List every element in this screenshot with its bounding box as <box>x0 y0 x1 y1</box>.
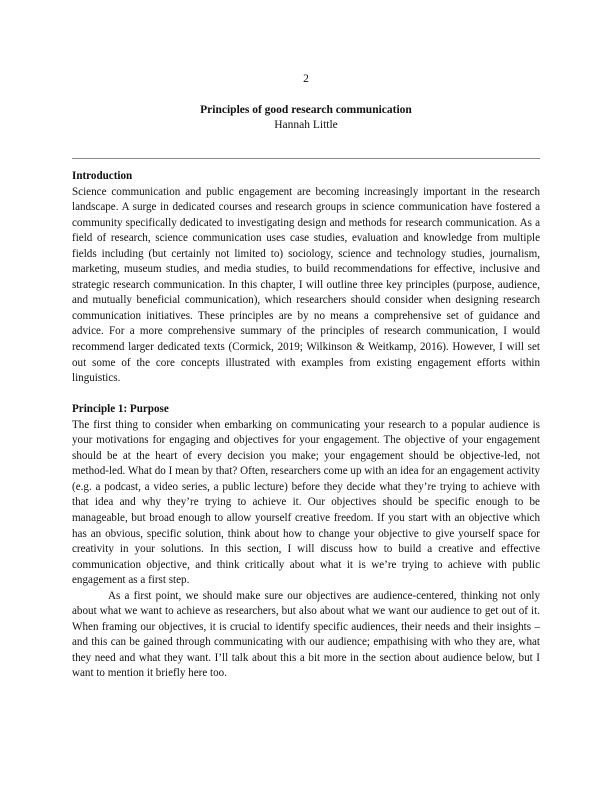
chapter-title: Principles of good research communication <box>200 104 412 116</box>
section-spacer <box>72 387 540 403</box>
title-divider <box>72 158 540 159</box>
section-introduction <box>72 169 540 387</box>
chapter-author: Hannah Little <box>274 119 338 131</box>
body-text <box>72 169 540 682</box>
paragraph: As a first point, we should make sure our objectives are audience-centered, thinking not only about what we want to achieve as researchers, but also about what we want our audience to get out of it. When framing our objectives, it is crucial to identify specific audiences, their needs and their insights – and this can be gained through communicating with our audience; empathising with who they are, what they need and what they want. I’ll talk about this a bit more in the section about audience below, but I want to mention it briefly here too. <box>72 589 540 680</box>
section-principle-1 <box>72 402 540 682</box>
section-heading: Introduction <box>72 170 133 182</box>
paragraph: Science communication and public engagement are becoming increasingly important in the research landscape. A surge in dedicated courses and research groups in science communication have fostered a community specifically dedicated to investigating design and methods for research communication. As a field of research, science communication uses case studies, evaluation and knowledge from multiple fields including (but certainly not limited to) sociology, science and technology studies, journalism, marketing, museum studies, and media studies, to build recommendations for effective, inclusive and strategic research communication. In this chapter, I will outline three key principles (purpose, audience, and mutually beneficial communication), which researchers should consider when designing research communication initiatives. These principles are by no means a comprehensive set of guidance and advice. For a more comprehensive summary of the principles of research communication, I would recommend larger dedicated texts (Cormick, 2019; Wilkinson & Weitkamp, 2016). However, I will set out some of the core concepts illustrated with examples from existing engagement efforts within linguistics. <box>72 185 540 385</box>
section-heading: Principle 1: Purpose <box>72 403 169 416</box>
paragraph: The first thing to consider when embarking on communicating your research to a popular audience is your motivations for engaging and objectives for your engagement. The objective of your engagement should be at the heart of every decision you make; your engagement should be objective-led, not method-led. What do I mean by that? Often, researchers come up with an idea for an engagement activity (e.g. a podcast, a video series, a public lecture) before they decide what they’re trying to achieve with that idea and why they’re trying to achieve it. Our objectives should be specific enough to be manageable, but broad enough to allow yourself creative freedom. If you start with an objective which has an obvious, specific solution, think about how to change your objective to give yourself space for creativity in your solutions. In this section, I will discuss how to build a creative and effective communication objective, and think critically about what it is we’re trying to achieve with public engagement as a first step. <box>72 418 540 587</box>
page-number: 2 <box>303 73 309 85</box>
